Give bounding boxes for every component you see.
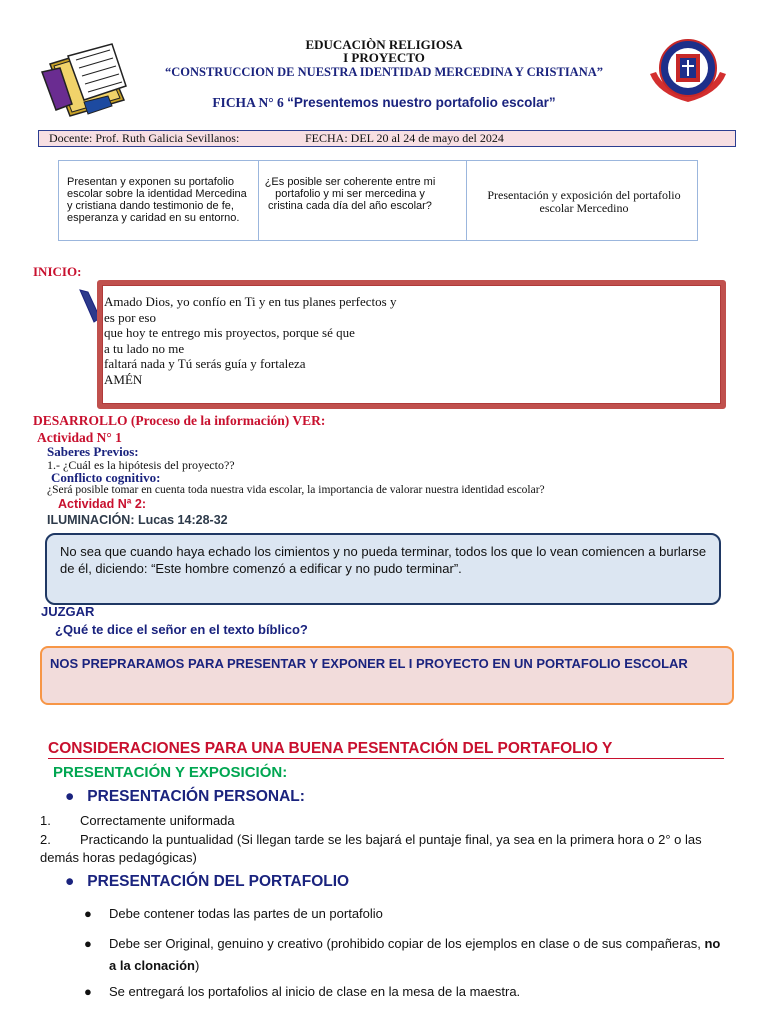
project-title: I PROYECTO (343, 50, 425, 65)
competency-text: Presentan y exponen su portafolio escolar sobre la identidad Mercedina y cristiana dando testimonio de fe, esperanza y caridad en su entorno. (67, 176, 247, 224)
bullet-dot-icon: ● (65, 788, 75, 805)
list-item-emphasis: no a la clonación (109, 936, 721, 973)
project-motto: “CONSTRUCCION DE NUESTRA IDENTIDAD MERCEDINA Y CRISTIANA” (164, 65, 604, 79)
table-cell-competency (59, 161, 259, 240)
list-item-text: Debe contener todas las partes de un portafolio (109, 906, 383, 921)
list-item (40, 831, 740, 867)
table-cell-question (258, 161, 467, 240)
portfolio-heading-text: PRESENTACIÓN DEL PORTAFOLIO (87, 873, 350, 890)
ficha-name: “Presentemos nuestro portafolio escolar” (287, 95, 556, 110)
list-number: 1. (40, 813, 51, 828)
subject-title: EDUCACIÒN RELIGIOSA (305, 37, 463, 52)
conflicto-cognitivo-label: Conflicto cognitivo: (51, 470, 161, 485)
prayer-line: AMÉN (104, 371, 143, 387)
personal-heading-text: PRESENTACIÓN PERSONAL: (87, 788, 305, 805)
bullet-dot-icon: ● (84, 936, 92, 951)
activity-2-label: Actividad Nª 2: (58, 497, 146, 511)
prayer-line: es por eso (104, 309, 156, 325)
saberes-previos-label: Saberes Previos: (47, 444, 139, 459)
prayer-line: Amado Dios, yo confío en Ti y en tus planes perfectos y (104, 294, 397, 309)
list-item (84, 981, 520, 1003)
list-item (40, 812, 235, 830)
juzgar-question: ¿Qué te dice el señor en el texto bíblico? (55, 622, 308, 637)
inicio-label: INICIO: (33, 264, 82, 279)
desarrollo-heading: DESARROLLO (Proceso de la información) VER: (33, 413, 326, 428)
bullet-dot-icon: ● (65, 873, 75, 890)
list-item (84, 903, 383, 925)
activity-1-label: Actividad N° 1 (37, 430, 122, 445)
bullet-dot-icon: ● (84, 984, 92, 999)
teacher-date-bar (38, 130, 736, 147)
list-item-text: Practicando la puntualidad (Si llegan tarde se les bajará el puntaje final, ya sea en la primera hora o 2° o las demás horas pedagógicas) (40, 832, 702, 865)
bullet-dot-icon: ● (84, 906, 92, 921)
list-item (84, 933, 724, 977)
list-item-text: Se entregará los portafolios al inicio de clase en la mesa de la maestra. (109, 984, 521, 999)
table-cell-product (466, 161, 697, 240)
teacher-name: Docente: Prof. Ruth Galicia Sevillanos: (49, 131, 240, 145)
considerations-subtitle: PRESENTACIÓN Y EXPOSICIÓN: (53, 764, 288, 781)
prayer-text (104, 294, 396, 387)
ficha-number: FICHA N° 6 (212, 95, 284, 110)
considerations-title: CONSIDERACIONES PARA UNA BUENA PESENTACIÓN DEL PORTAFOLIO Y (48, 740, 724, 759)
portfolio-presentation-heading (65, 873, 349, 891)
list-item-text-main: Debe ser Original, genuino y creativo (prohibido copiar de los ejemplos en clase o de sus compañeras, (109, 936, 701, 951)
personal-presentation-heading (65, 788, 305, 806)
prayer-line: que hoy te entrego mis proyectos, porque sé que (104, 325, 355, 340)
bible-verse: No sea que cuando haya echado los cimientos y no pueda terminar, todos los que lo vean comiencen a burlarse de él, diciendo: “Este hombre comenzó a edificar y no pudo terminar”. (60, 544, 707, 576)
list-item-text: Correctamente uniformada (80, 813, 235, 828)
juzgar-label: JUZGAR (41, 604, 95, 619)
product-text: Presentación y exposición del portafolio escolar Mercedino (487, 188, 681, 215)
question-hypothesis: 1.- ¿Cuál es la hipótesis del proyecto?? (47, 458, 235, 472)
prayer-line: a tu lado no me (104, 340, 185, 356)
preparation-text: NOS PREPRARAMOS PARA PRESENTAR Y EXPONER EL I PROYECTO EN UN PORTAFOLIO ESCOLAR (50, 656, 688, 671)
list-number: 2. (40, 832, 51, 847)
prayer-line: faltará nada y Tú serás guía y fortaleza (104, 356, 306, 371)
iluminacion-reference: ILUMINACIÓN: Lucas 14:28-32 (47, 513, 228, 527)
question-conflict: ¿Será posible tomar en cuenta toda nuestra vida escolar, la importancia de valorar nuestra identidad escolar? (47, 484, 545, 496)
competency-table (58, 160, 698, 241)
list-item-text: Debe ser Original, genuino y creativo (prohibido copiar de los ejemplos en clase o de sus compañeras, no a la clonación) (109, 936, 721, 973)
date-range: FECHA: DEL 20 al 24 de mayo del 2024 (305, 131, 504, 145)
challenge-question: ¿Es posible ser coherente entre mi portafolio y mi ser mercedina y cristina cada día del año escolar? (264, 176, 436, 212)
ficha-title (0, 95, 768, 111)
